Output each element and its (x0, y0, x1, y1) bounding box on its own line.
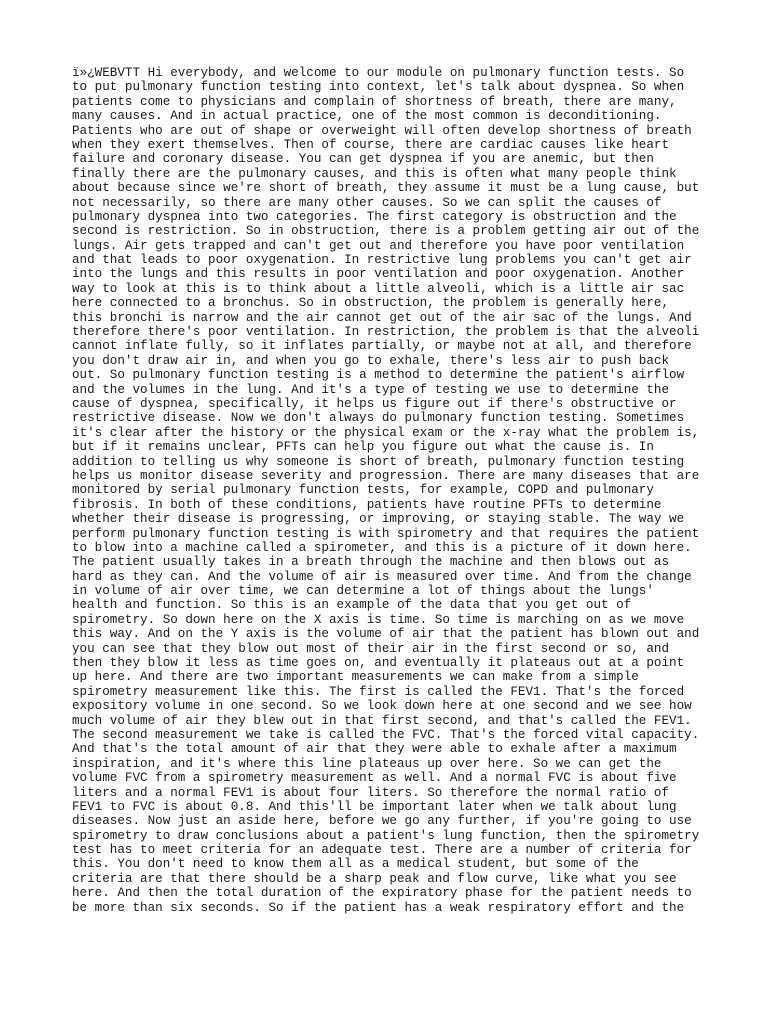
text-line: inspiration, and it's where this line plateaus up over here. So we can get the (72, 756, 662, 771)
text-line: to put pulmonary function testing into context, let's talk about dyspnea. So when (72, 80, 685, 95)
text-line: you don't draw air in, and when you go to exhale, there's less air to push back (72, 353, 670, 368)
text-line: this. You don't need to know them all as a medical student, but some of the (72, 857, 639, 872)
text-line: cannot inflate fully, so it inflates partially, or maybe not at all, and therefore (72, 339, 692, 354)
text-line: to blow into a machine called a spirometer, and this is a picture of it down here. (72, 540, 692, 555)
text-line: finally there are the pulmonary causes, and this is often what many people think (72, 166, 677, 181)
text-line: restrictive disease. Now we don't always do pulmonary function testing. Sometimes (72, 411, 685, 426)
text-line: monitored by serial pulmonary function tests, for example, COPD and pulmonary (72, 483, 654, 498)
text-line: this bronchi is narrow and the air cannot get out of the air sac of the lungs. And (72, 310, 692, 325)
text-line: failure and coronary disease. You can get dyspnea if you are anemic, but then (72, 152, 654, 167)
text-line: Patients who are out of shape or overweight will often develop shortness of breath (72, 123, 692, 138)
text-line: spirometry. So down here on the X axis is time. So time is marching on as we move (72, 612, 685, 627)
text-line: second is restriction. So in obstruction, there is a problem getting air out of the (72, 224, 700, 239)
text-line: into the lungs and this results in poor ventilation and poor oxygenation. Another (72, 267, 685, 282)
text-line: liters and a normal FEV1 is about four liters. So therefore the normal ratio of (72, 785, 670, 800)
text-line: up here. And there are two important measurements we can make from a simple (72, 670, 639, 685)
text-line: spirometry to draw conclusions about a patient's lung function, then the spirometry (72, 828, 700, 843)
text-line: in volume of air over time, we can determine a lot of things about the lungs' (72, 584, 654, 599)
text-line: fibrosis. In both of these conditions, patients have routine PFTs to determine (72, 497, 662, 512)
text-line: here. And then the total duration of the expiratory phase for the patient needs to (72, 886, 692, 901)
text-line: FEV1 to FVC is about 0.8. And this'll be important later when we talk about lung (72, 799, 677, 814)
text-line: and the volumes in the lung. And it's a type of testing we use to determine the (72, 382, 670, 397)
text-line: and that leads to poor oxygenation. In restrictive lung problems you can't get air (72, 253, 692, 268)
text-line: patients come to physicians and complain of shortness of breath, there are many, (72, 94, 677, 109)
transcript-text (72, 66, 702, 915)
text-line: much volume of air they blew out in that first second, and that's called the FEV1. (72, 713, 692, 728)
text-line: And that's the total amount of air that they were able to exhale after a maximum (72, 742, 677, 757)
text-line: not necessarily, so there are many other causes. So we can split the causes of (72, 195, 662, 210)
text-line: it's clear after the history or the physical exam or the x-ray what the problem is, (72, 425, 700, 440)
text-line: health and function. So this is an example of the data that you get out of (72, 598, 632, 613)
text-line: you can see that they blow out most of their air in the first second or so, and (72, 641, 670, 656)
text-line: diseases. Now just an aside here, before we go any further, if you're going to use (72, 814, 692, 829)
text-line: lungs. Air gets trapped and can't get out and therefore you have poor ventilation (72, 238, 685, 253)
text-line: volume FVC from a spirometry measurement as well. And a normal FVC is about five (72, 771, 677, 786)
text-line: this way. And on the Y axis is the volume of air that the patient has blown out and (72, 627, 700, 642)
text-line: test has to meet criteria for an adequate test. There are a number of criteria for (72, 843, 692, 858)
text-line: expository volume in one second. So we look down here at one second and we see how (72, 699, 692, 714)
text-line: many causes. And in actual practice, one of the most common is deconditioning. (72, 109, 662, 124)
text-line: about because since we're short of breath, they assume it must be a lung cause, but (72, 181, 700, 196)
text-line: here connected to a bronchus. So in obstruction, the problem is generally here, (72, 296, 670, 311)
text-line: ï»¿WEBVTT Hi everybody, and welcome to our module on pulmonary function tests. So (72, 66, 685, 80)
text-line: then they blow it less as time goes on, and eventually it plateaus out at a point (72, 656, 685, 671)
text-line: spirometry measurement like this. The first is called the FEV1. That's the forced (72, 684, 685, 699)
text-line: way to look at this is to think about a little alveoli, which is a little air sac (72, 281, 685, 296)
text-line: whether their disease is progressing, or improving, or staying stable. The way we (72, 512, 685, 527)
text-line: cause of dyspnea, specifically, it helps us figure out if there's obstructive or (72, 396, 677, 411)
text-line: be more than six seconds. So if the patient has a weak respiratory effort and the (72, 900, 685, 915)
text-line: pulmonary dyspnea into two categories. The first category is obstruction and the (72, 209, 677, 224)
text-line: but if it remains unclear, PFTs can help you figure out what the cause is. In (72, 440, 654, 455)
text-line: therefore there's poor ventilation. In restriction, the problem is that the alveoli (72, 325, 700, 340)
text-line: out. So pulmonary function testing is a method to determine the patient's airflow (72, 368, 685, 383)
text-line: The patient usually takes in a breath through the machine and then blows out as (72, 555, 670, 570)
text-line: helps us monitor disease severity and progression. There are many diseases that are (72, 468, 700, 483)
text-line: hard as they can. And the volume of air is measured over time. And from the change (72, 569, 692, 584)
text-line: criteria are that there should be a sharp peak and flow curve, like what you see (72, 871, 677, 886)
text-line: The second measurement we take is called the FVC. That's the forced vital capacity. (72, 727, 700, 742)
text-line: addition to telling us why someone is short of breath, pulmonary function testing (72, 454, 685, 469)
text-line: when they exert themselves. Then of course, there are cardiac causes like heart (72, 137, 670, 152)
text-line: perform pulmonary function testing is with spirometry and that requires the patient (72, 526, 700, 541)
